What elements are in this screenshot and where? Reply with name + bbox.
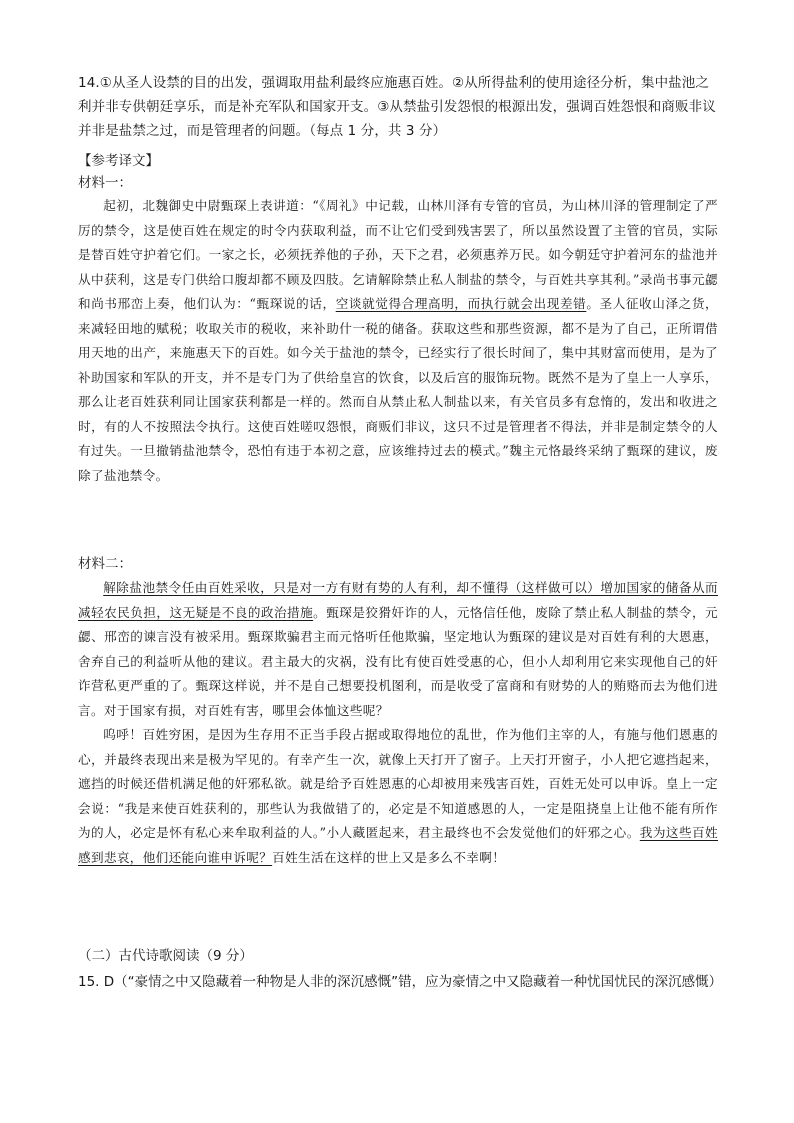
material-1-translation: [78, 194, 718, 488]
material-2-translation: [78, 576, 718, 870]
text-run: 。甄琛是狡猾奸诈的人，元恪信任他，废除了禁止私人制盐的禁令，元勰、邢峦的谏言没有被采用。甄琛欺骗君主而元恪听任他欺骗，坚定地认为甄琛的建议是对百姓有利的大恩惠，舍弃自己的利益听从他的建议。君主最大的灾祸，没有比有使百姓受惠的心，但小人却利用它来实现他自己的奸诈营私更严重的了。甄琛这样说，并不是自己想要投机图利，而是收受了富商和有财势的人的贿赂而去为他们进言。对于国家有损，对百姓有害，哪里会体恤这些呢？: [78, 604, 718, 718]
material-2-label: 材料二：: [78, 556, 132, 572]
material-1-label: 材料一：: [78, 175, 132, 191]
answer-q14-text: 14.①从圣人设禁的目的出发，强调取用盐利最终应施惠百姓。②从所得盐利的使用途径分析，集中盐池之利并非专供朝廷享乐，而是补充军队和国家开支。③从禁盐引发怨恨的根源出发，强调百姓怨恨和商贩非议并非是盐禁之过，而是管理者的问题。（每点 1 分，共 3 分）: [78, 75, 716, 139]
material-2-paragraph-2: [78, 723, 718, 870]
reference-translation-heading: 【参考译文】: [78, 153, 159, 169]
answer-q14: [78, 71, 718, 143]
section-heading-poetry: （二）古代诗歌阅读（9 分）: [78, 948, 253, 964]
underlined-sentence: 我为这些百姓感到悲哀，他们还能向谁申诉呢？: [78, 825, 718, 865]
text-run: 起初，北魏御史中尉甄琛上表讲道：“《周礼》中记载，山林川泽有专管的官员，为山林川泽的管理制定了严厉的禁令，这是使百姓在规定的时令内获取利益，而不让它们受到残害罢了，所以虽然设置了主管的官员，实际是替百姓守护着它们。一家之长，必须抚养他的子孙，天下之君，必须惠养万民。如今朝廷守护着河东的盐池并从中获利，这是专门供给口腹却都不顾及四肢。乞请解除禁止私人制盐的禁令，与百姓共享其利。”录尚书事元勰和尚书邢峦上奏，他们认为：“甄琛说的话，: [78, 198, 718, 311]
underlined-sentence: 空谈就觉得合理高明，而执行就会出现差错: [335, 296, 587, 311]
answer-q15: 15. D（“豪情之中又隐藏着一种物是人非的深沉感慨”错，应为豪情之中又隐藏着一种忧国忧民的深沉感慨）: [78, 974, 723, 990]
text-run: 呜呼！百姓穷困，是因为生存用不正当手段占据或取得地位的乱世，作为他们主宰的人，有施与他们恩惠的心，并最终表现出来是极为罕见的。有幸产生一次，就像上天打开了窗子。上天打开窗子，小人把它遮挡起来，遮挡的时候还借机满足他的奸邪私欲。就是给予百姓恩惠的心却被用来残害百姓，百姓无处可以申诉。皇上一定会说：“我是来使百姓获利的，那些认为我做错了的，必定是不知道感恩的人，一定是阻挠皇上让他不能有所作为的人，必定是怀有私心来牟取利益的人。”小人藏匿起来，君主最终也不会发觉他们的奸邪之心。: [78, 727, 718, 840]
text-run: 。圣人征收山泽之货，来减轻田地的赋税；收取关市的税收，来补助什一税的储备。获取这些和那些资源，都不是为了自己，正所谓借用天地的出产，来施惠天下的百姓。如今关于盐池的禁令，已经实行了很长时间了，集中其财富而使用，是为了补助国家和军队的开支，并不是专门为了供给皇宫的饮食，以及后宫的服饰玩物。既然不是为了皇上一人享乐，那么让老百姓获利同让国家获利都是一样的。然而自从禁止私人制盐以来，有关官员多有怠惰的，发出和收进之时，有的人不按照法令执行。这使百姓嗟叹怨恨，商贩们非议，这只不过是管理者不得法，并非是制定禁令的人有过失。一旦撤销盐池禁令，恐怕有违于本初之意，应该维持过去的模式。”魏主元恪最终采纳了甄琛的建议，废除了盐池禁令。: [78, 296, 718, 483]
underlined-sentence: 解除盐池禁令任由百姓采收，只是对一方有财有势的人有利，却不懂得（这样做可以）增加国家的储备从而减轻农民负担，这无疑是不良的政治措施: [78, 580, 718, 620]
material-2-paragraph-1: [78, 576, 718, 723]
material-1-paragraph: [78, 194, 718, 488]
text-run: 百姓生活在这样的世上又是多么不幸啊！: [272, 849, 506, 865]
